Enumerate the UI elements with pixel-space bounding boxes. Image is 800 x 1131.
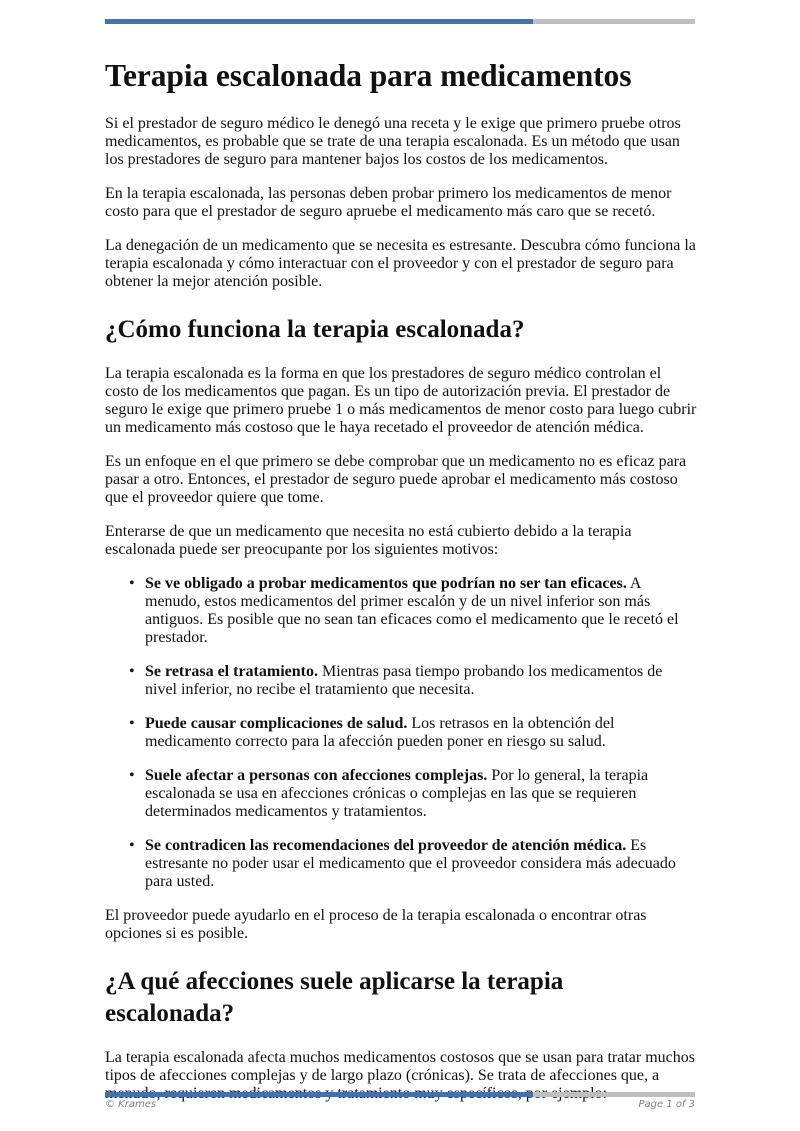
section-paragraph: La terapia escalonada afecta muchos medicamentos costosos que se usan para tratar muchos tipos de afecciones complejas y de largo plazo (crónicas). Se trata de afecciones que, a xyxy=(105,1049,695,1084)
list-item-text: Por lo general, la terapia escalonada se usa en afecciones crónicas o complejas en las que se requieren determinados medicamentos y tratamientos. xyxy=(145,767,649,820)
section-paragraph: La terapia escalonada es la forma en que los prestadores de seguro médico controlan el costo de los medicamentos que pagan. Es un tipo de autorización previa. El prestador de seguro le exige que primero pruebe 1 o más medicamentos de menor costo para luego cubrir un medicamento más costoso que le haya recetado el proveedor de atención médica. xyxy=(105,365,697,436)
list-item xyxy=(129,715,697,751)
page-number: Page 1 of 3 xyxy=(638,1099,695,1110)
list-item-text: A menudo, estos medicamentos del primer escalón y de un nivel inferior son más antiguos. Es posible que no sean tan eficaces como el medicamento que le recetó el prestador. xyxy=(145,575,679,646)
list-item-text: Es estresante no poder usar el medicamento que el proveedor considera más adecuado para usted. xyxy=(145,837,676,890)
intro-paragraph: En la terapia escalonada, las personas deben probar primero los medicamentos de menor costo para que el prestador de seguro apruebe el medicamento más caro que se recetó. xyxy=(105,185,672,220)
bullet-icon: • xyxy=(129,767,135,784)
bullet-icon: • xyxy=(129,837,135,854)
list-item xyxy=(129,663,697,699)
page-title: Terapia escalonada para medicamentos xyxy=(105,58,632,93)
list-item-text: Mientras pasa tiempo probando los medicamentos de nivel inferior, no recibe el tratamiento que necesita. xyxy=(145,663,663,698)
section-heading: ¿Cómo funciona la terapia escalonada? xyxy=(105,316,525,343)
section-paragraph: Es un enfoque en el que primero se debe comprobar que un medicamento no es eficaz para pasar a otro. Entonces, el prestador de seguro puede aprobar el medicamento más costoso que el proveedor quiere que tome. xyxy=(105,453,687,506)
list-item-lead: Suele afectar a personas con afecciones complejas. xyxy=(145,767,488,784)
list-item-lead: Se contradicen las recomendaciones del proveedor de atención médica. xyxy=(145,837,627,854)
bullet-icon: • xyxy=(129,715,135,732)
header-rule-gray xyxy=(533,19,695,24)
intro-paragraph: La denegación de un medicamento que se necesita es estresante. Descubra cómo funciona la terapia escalonada y cómo interactuar con el proveedor y con el prestador de seguro para obtener la mejor atención posible. xyxy=(105,237,696,290)
list-item xyxy=(129,575,697,647)
list-item-lead: Se ve obligado a probar medicamentos que podrían no ser tan eficaces. xyxy=(145,575,627,592)
reasons-list xyxy=(105,575,697,891)
bullet-icon: • xyxy=(129,575,135,592)
list-item-lead: Puede causar complicaciones de salud. xyxy=(145,715,408,732)
header-rule xyxy=(105,19,695,24)
list-item-lead: Se retrasa el tratamiento. xyxy=(145,663,318,680)
list-item xyxy=(129,767,697,821)
section-heading: ¿A qué afecciones suele aplicarse la terapia escalonada? xyxy=(105,968,564,1027)
footer-rule-gray xyxy=(533,1092,695,1097)
document-body xyxy=(105,56,697,1119)
section-closing: El proveedor puede ayudarlo en el proceso de la terapia escalonada o encontrar otras opciones si es posible. xyxy=(105,907,647,942)
list-item xyxy=(129,837,697,891)
list-item-text: Los retrasos en la obtención del medicamento correcto para la afección pueden poner en riesgo su salud. xyxy=(145,715,615,750)
section-paragraph: Enterarse de que un medicamento que necesita no está cubierto debido a la terapia escalonada puede ser preocupante por los siguientes motivos: xyxy=(105,523,632,558)
bullet-icon: • xyxy=(129,663,135,680)
page-footer xyxy=(105,1099,695,1110)
copyright: © Krames xyxy=(105,1099,157,1110)
footer-rule-accent xyxy=(105,1092,533,1097)
footer-rule xyxy=(105,1092,695,1097)
intro-paragraph: Si el prestador de seguro médico le denegó una receta y le exige que primero pruebe otros medicamentos, es probable que se trate de una terapia escalonada. Es un método que usan los prestadores de seguro para mantener bajos los costos de los medicamentos. xyxy=(105,115,681,168)
header-rule-accent xyxy=(105,19,533,24)
